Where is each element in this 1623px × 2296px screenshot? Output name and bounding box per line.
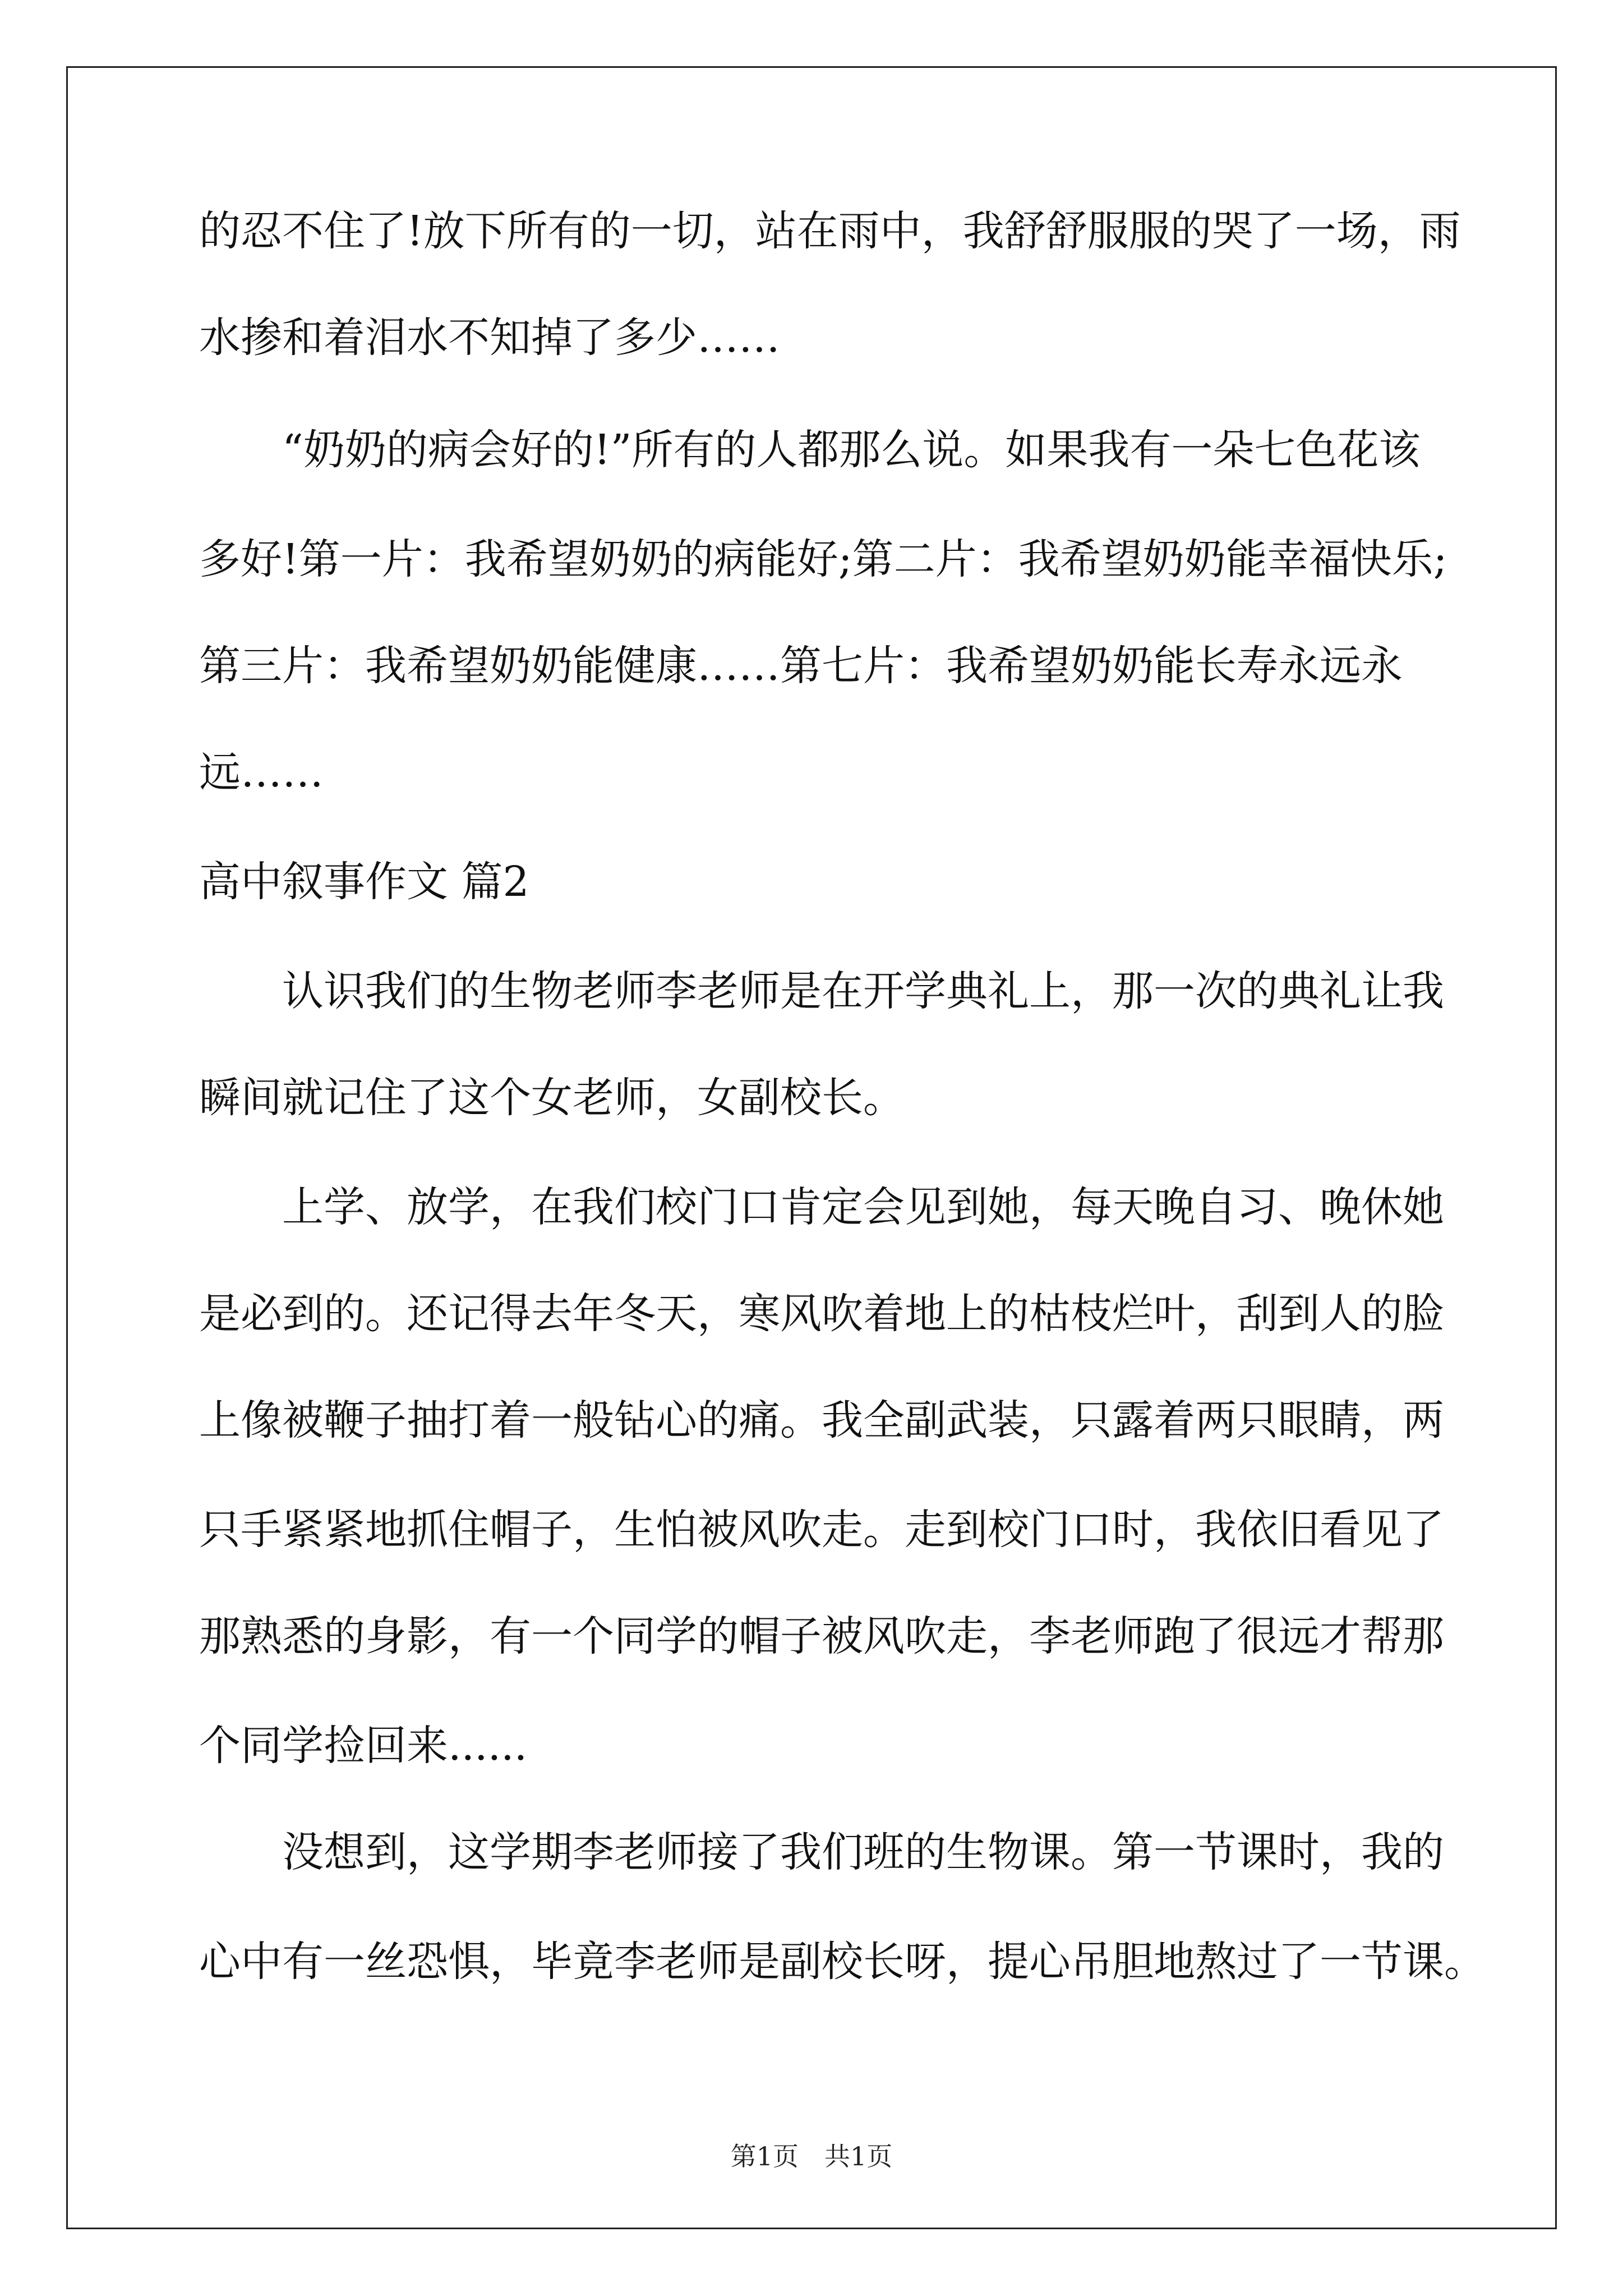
paragraph-first-line: “奶奶的病会好的!”所有的人都那么说。如果我有一朵七色花该 [282, 426, 1421, 474]
text-line: 瞬间就记住了这个女老师，女副校长。 [199, 1074, 905, 1122]
text-line: 心中有一丝恐惧，毕竟李老师是副校长呀，提心吊胆地熬过了一节课。 [199, 1938, 1486, 1986]
text-line: 多好!第一片：我希望奶奶的病能好;第二片：我希望奶奶能幸福快乐; [199, 535, 1447, 583]
paragraph-first-line: 认识我们的生物老师李老师是在开学典礼上，那一次的典礼让我 [282, 967, 1444, 1015]
section-heading: 高中叙事作文 篇2 [199, 858, 529, 906]
text-line: 是必到的。还记得去年冬天，寒风吹着地上的枯枝烂叶，刮到人的脸 [199, 1290, 1444, 1338]
text-line: 那熟悉的身影，有一个同学的帽子被风吹走，李老师跑了很远才帮那 [199, 1612, 1444, 1660]
page-border [66, 66, 1557, 2229]
text-line: 上像被鞭子抽打着一般钻心的痛。我全副武装，只露着两只眼睛，两 [199, 1396, 1444, 1444]
text-line: 第三片：我希望奶奶能健康……第七片：我希望奶奶能长寿永远永 [199, 642, 1403, 690]
paragraph-first-line: 没想到，这学期李老师接了我们班的生物课。第一节课时，我的 [282, 1828, 1444, 1876]
text-line: 个同学捡回来...... [199, 1722, 528, 1770]
text-line: 只手紧紧地抓住帽子，生怕被风吹走。走到校门口时，我依旧看见了 [199, 1506, 1444, 1554]
text-line: 远…… [199, 748, 324, 797]
page-footer: 第1页 共1页 [730, 2141, 893, 2171]
paragraph-first-line: 上学、放学，在我们校门口肯定会见到她，每天晚自习、晚休她 [282, 1183, 1444, 1231]
text-line: 的忍不住了!放下所有的一切，站在雨中，我舒舒服服的哭了一场，雨 [199, 207, 1461, 255]
text-line: 水掺和着泪水不知掉了多少…… [199, 314, 780, 362]
